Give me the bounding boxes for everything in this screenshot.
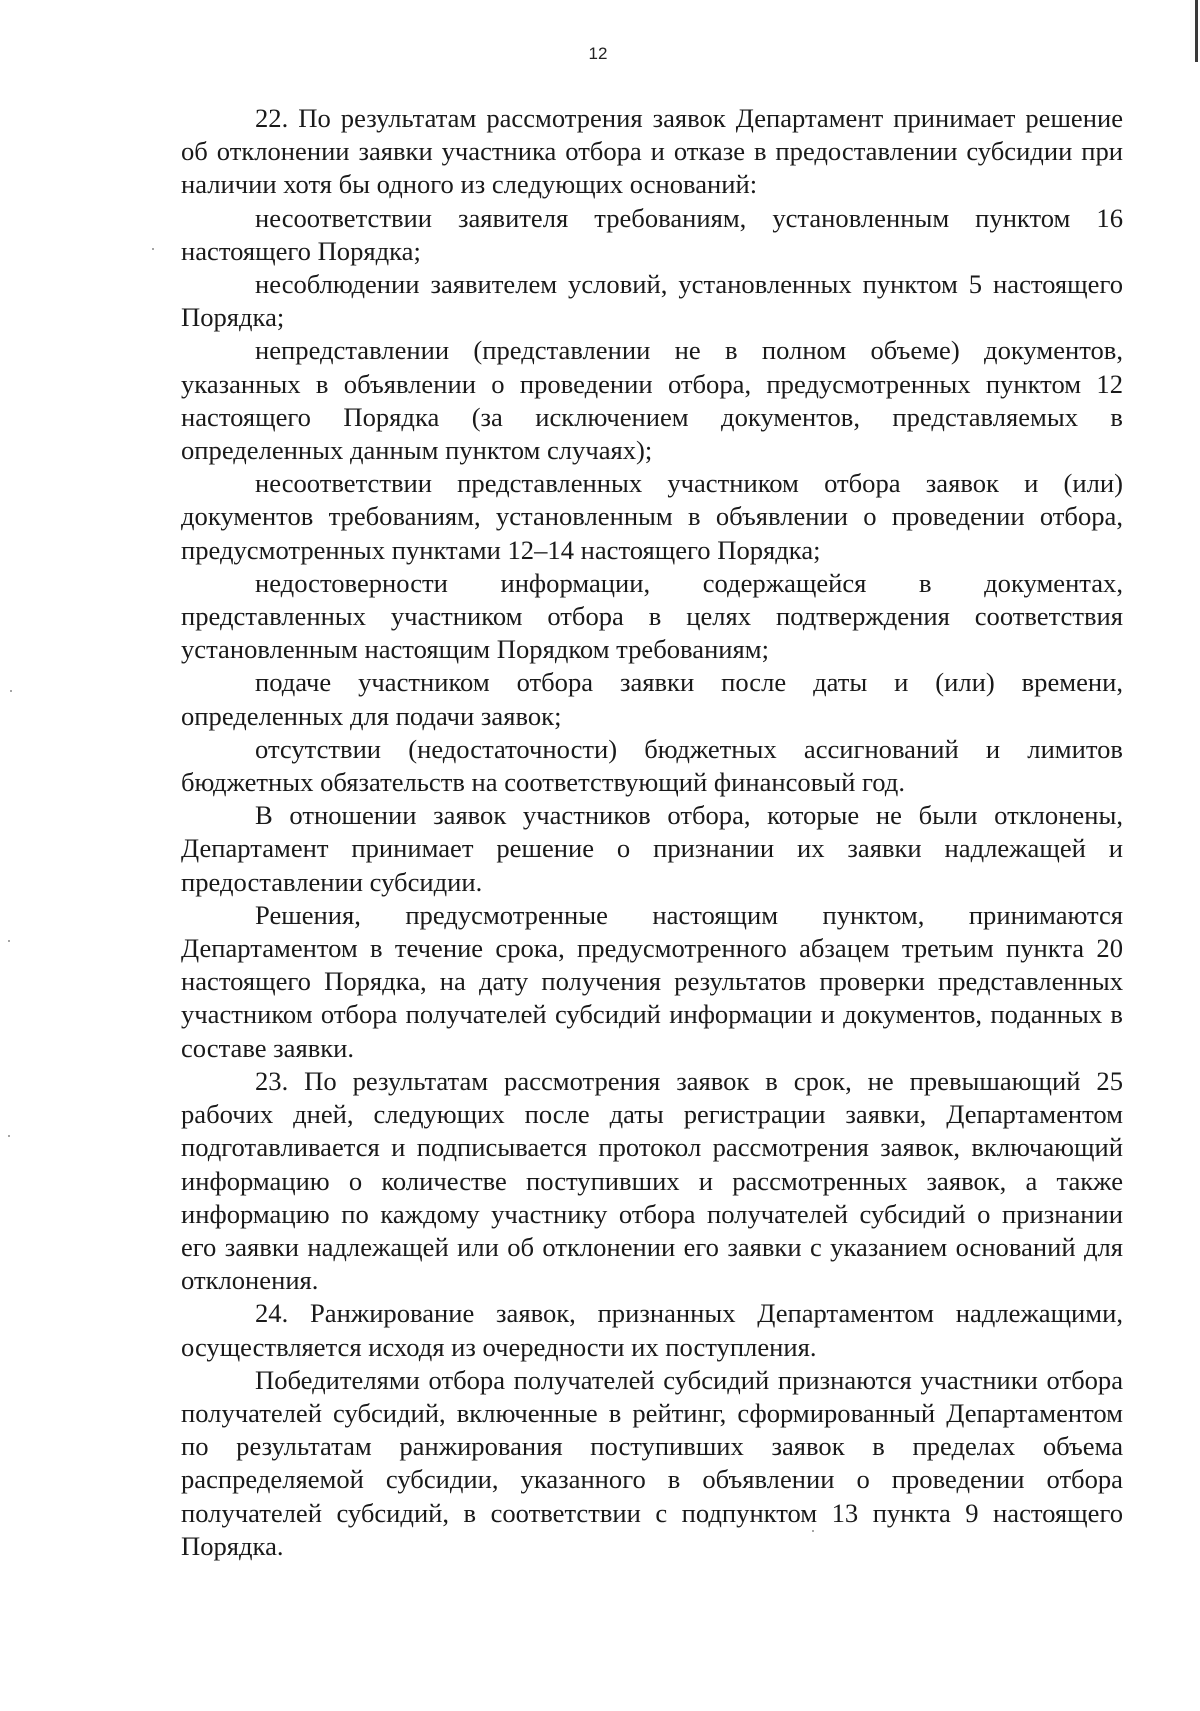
scan-speck (8, 1135, 10, 1137)
scan-speck (10, 690, 12, 692)
paragraph-23: 23. По результатам рассмотрения заявок в срок, не превышающий 25 рабочих дней, следующих после даты регистрации заявки, Департаментом подготавливается и подписывается протокол рассмотрения заявок, включающий информацию о количестве поступивших и рассмотренных заявок, а также информацию по каждому участнику отбора получателей субсидий о признании его заявки надлежащей или об отклонении его заявки с указанием оснований для отклонения. (181, 1065, 1123, 1296)
document-body (181, 102, 1123, 1563)
paragraph-22-intro: 22. По результатам рассмотрения заявок Департамент принимает решение об отклонении заявки участника отбора и отказе в предоставлении субсидии при наличии хотя бы одного из следующих оснований: (181, 103, 1123, 200)
ground-item: подаче участником отбора заявки после даты и (или) времени, определенных для подачи заявок; (181, 667, 1123, 731)
paragraph-text: Победителями отбора получателей субсидий признаются участники отбора получателей субсидий, включенные в рейтинг, сформированный Департаментом по результатам ранжирования поступивших заявок в пределах объема распределяемой субсидии, указанного в объявлении о проведении отбора получателей субсидий, в соответствии с подпунктом 13 пункта 9 настоящего Порядка. (181, 1364, 1123, 1561)
ground-item: непредставлении (представлении не в полном объеме) документов, указанных в объявлении о проведении отбора, предусмотренных пунктом 12 настоящего Порядка (за исключением документов, представляемых в определенных данным пунктом случаях); (181, 335, 1123, 466)
ground-item: несоответствии представленных участником отбора заявок и (или) документов требованиям, установленным в объявлении о проведении отбора, предусмотренных пунктами 12–14 настоящего Порядка; (181, 468, 1123, 565)
ground-item: недостоверности информации, содержащейся в документах, представленных участником отбора в целях подтверждения соответствия установленным настоящим Порядком требованиям; (181, 567, 1123, 665)
paragraph-text: Решения, предусмотренные настоящим пунктом, принимаются Департаментом в течение срока, предусмотренного абзацем третьим пункта 20 настоящего Порядка, на дату получения результатов проверки представленных участником отбора получателей субсидий информации и документов, поданных в составе заявки. (181, 899, 1123, 1063)
paragraph-24: 24. Ранжирование заявок, признанных Департаментом надлежащими, осуществляется исходя из очередности их поступления. (181, 1298, 1123, 1362)
paragraph-text: В отношении заявок участников отбора, которые не были отклонены, Департамент принимает решение о признании их заявки надлежащей и предоставлении субсидии. (181, 800, 1123, 897)
scan-speck (8, 940, 10, 942)
ground-item: несоблюдении заявителем условий, установленных пунктом 5 настоящего Порядка; (181, 269, 1123, 333)
page-number: 12 (588, 44, 608, 63)
ground-item: отсутствии (недостаточности) бюджетных ассигнований и лимитов бюджетных обязательств на соответствующий финансовый год. (181, 733, 1123, 798)
scan-speck (152, 248, 154, 250)
ground-item: несоответствии заявителя требованиям, установленным пунктом 16 настоящего Порядка; (181, 202, 1123, 266)
